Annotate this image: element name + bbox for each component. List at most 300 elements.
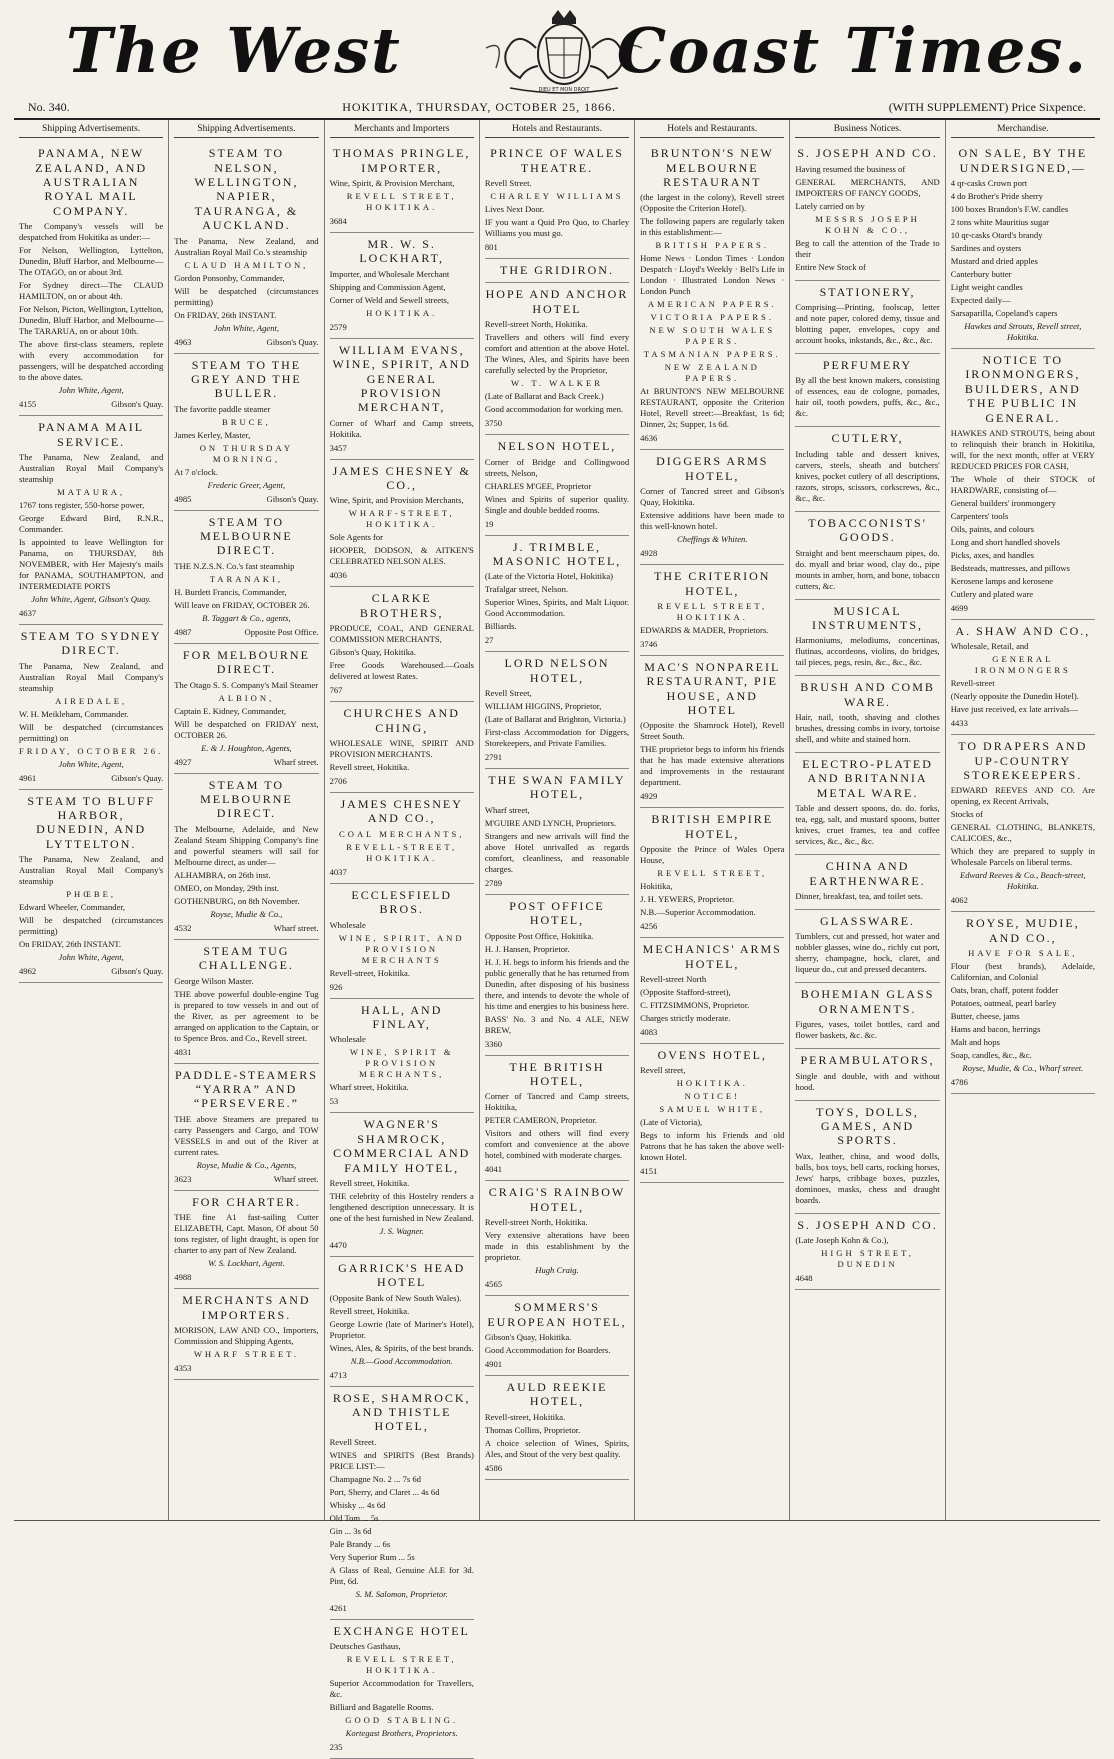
ad-line: ON THURSDAY MORNING,: [199, 442, 294, 464]
ad-line: Malt and hops: [950, 1037, 1000, 1048]
ad-number: 4353: [174, 1362, 192, 1373]
ad-number: 4962: [19, 966, 37, 977]
ad-line: THE fine A1 fast-sailing Cutter ELIZABETH, Capt. Mason, Of about 50 tons register, of light draught, is open for charter to any part of New Zealand.: [174, 1212, 319, 1256]
ad-line: (Opposite the Shamrock Hotel), Revell Street South.: [640, 720, 785, 742]
ad-body: [485, 457, 629, 516]
ad-line: COAL MERCHANTS,: [339, 828, 465, 839]
ad-body: [640, 192, 784, 430]
advertisement: [485, 1296, 629, 1376]
advertisement: [330, 1113, 474, 1257]
ad-line: WHARF STREET.: [193, 1348, 300, 1359]
ad-line: CHARLEY WILLIAMS: [490, 190, 624, 201]
ad-signature: Royse, Mudie & Co.,: [210, 908, 283, 919]
advertisement: [174, 511, 318, 644]
ad-line: AIREDALE,: [55, 695, 128, 706]
ad-line: 1767 tons register, 550-horse power,: [19, 499, 145, 510]
ad-line: (Nearly opposite the Dunedin Hotel).: [950, 691, 1079, 702]
ad-heading: STATIONERY,: [819, 284, 916, 299]
ad-reference: [640, 433, 784, 444]
ad-reference: [330, 1240, 474, 1251]
ad-line: Lives Next Door.: [484, 203, 545, 214]
ad-line: For Nelson, Wellington, Lyttelton, Dunedin, Bluff Harbor, and Melbourne—The OTAGO, on or about 3rd.: [19, 245, 164, 278]
ad-signature: S. M. Salomon, Proprietor.: [355, 1588, 448, 1599]
ad-line: Charges strictly moderate.: [640, 1013, 731, 1024]
ad-reference: [19, 608, 163, 619]
ad-line: At BRUNTON'S NEW MELBOURNE RESTAURANT, opposite the Criterion Hotel, Revell street:—Breakfast, 1s 6d; Dinner, 2s; Supper, 1s 6d.: [640, 386, 785, 430]
ad-body: [795, 712, 939, 745]
ad-number: 4961: [19, 772, 37, 783]
advertisement: [330, 1257, 474, 1387]
ad-line: Home News · London Times · London Despatch · Lloyd's Weekly · Bell's Life in London · Illustrated London News · London Punch: [640, 253, 785, 297]
ad-line: EDWARDS & MADER, Proprietors.: [640, 624, 769, 635]
ad-line: WHARF-STREET, HOKITIKA.: [348, 508, 455, 530]
ad-body: [174, 1114, 318, 1158]
ad-line: Which they are prepared to supply in Wholesale Parcels on liberal terms.: [950, 846, 1095, 868]
column-3: [325, 120, 480, 1753]
ad-line: Lately carried on by: [795, 200, 865, 211]
ad-heading: BRUNTON'S NEW MELBOURNE RESTAURANT: [650, 146, 774, 189]
ad-line: The favorite paddle steamer: [174, 403, 271, 414]
ad-place: Wharf street.: [273, 756, 319, 767]
ad-line: 100 boxes Brandon's F.W. candles: [950, 203, 1069, 214]
ad-heading: STEAM TO MELBOURNE DIRECT.: [200, 514, 293, 558]
column-1: [14, 120, 169, 1520]
ad-body: [485, 931, 629, 1036]
ad-heading: S. JOSEPH AND CO.: [797, 146, 938, 161]
ad-line: Cutlery and plated ware: [950, 588, 1034, 599]
ad-number: 4637: [19, 607, 37, 618]
ad-reference: [19, 399, 163, 410]
ad-reference: [951, 1077, 1095, 1088]
ad-heading: JAMES CHESNEY & CO.,: [332, 463, 471, 493]
masthead-title-left: The West: [66, 14, 402, 87]
ad-line: Have just received, ex late arrivals—: [950, 704, 1079, 715]
ad-place: Gibson's Quay.: [266, 493, 319, 504]
ad-line: Opposite the Prince of Wales Opera House,: [640, 844, 785, 866]
ad-line: AMERICAN PAPERS.: [647, 299, 777, 310]
ad-line: Single and double, with and without hood.: [795, 1070, 940, 1092]
ad-reference: [330, 1742, 474, 1753]
ad-signature: Frederic Greer, Agent,: [207, 479, 286, 490]
ad-line: Corner of Weld and Sewell streets,: [329, 294, 449, 305]
ad-reference: [330, 867, 474, 878]
ad-body: [795, 1235, 939, 1270]
ad-heading: JAMES CHESNEY AND CO.,: [340, 797, 463, 826]
ad-line: Captain E. Kidney, Commander,: [174, 705, 287, 716]
ad-line: Hair, nail, tooth, shaving and clothes brushes, dressing combs in ivory, tortoise shell, and white and stained horn.: [795, 712, 940, 745]
ad-line: C. FITZSIMMONS, Proprietor.: [640, 1000, 750, 1011]
ad-line: Revell-street, Hokitika.: [329, 967, 410, 978]
ad-body: [330, 920, 474, 979]
ad-line: REVELL STREET, HOKITIKA.: [657, 600, 768, 622]
ad-line: Good Accommodation for Boarders.: [484, 1344, 611, 1355]
ad-line: Shipping and Commission Agent,: [329, 281, 446, 292]
ad-heading: CUTLERY,: [831, 431, 904, 446]
ad-signature: John White, Agent,: [58, 385, 124, 396]
advertisement: [951, 912, 1095, 1094]
ad-reference: [330, 216, 474, 227]
ad-line: Travellers and others will find every comfort and attention at the above Hotel. The Wines, Ales, and Spirits have been carefully selected by the Proprietor,: [484, 332, 630, 376]
ad-number: 27: [484, 635, 494, 646]
ad-line: Will be despatched on FRIDAY next, OCTOBER 26.: [174, 718, 319, 740]
ad-line: Will leave on FRIDAY, OCTOBER 26.: [174, 599, 310, 610]
ad-line: THE proprietor begs to inform his friends that he has made extensive alterations and improvements in the restaurant department.: [640, 744, 785, 788]
ad-line: HAWKES AND STROUTS, being about to relinquish their branch in Hokitika, will, for the next month, offer at VERY REDUCED PRICES FOR CASH,: [950, 427, 1095, 471]
ad-body: [951, 948, 1095, 1061]
ad-heading: OVENS HOTEL,: [657, 1048, 767, 1063]
ad-line: GENERAL IRONMONGERS: [974, 654, 1071, 676]
ad-line: The Panama, New Zealand, and Australian Royal Mail Company's steamship: [19, 660, 164, 693]
advertisement: [795, 1214, 939, 1290]
ad-line: (the largest in the colony), Revell street (Opposite the Criterion Hotel).: [640, 192, 785, 214]
ad-body: [640, 844, 784, 918]
advertisement: [485, 1056, 629, 1182]
ad-line: Sardines and oysters: [950, 242, 1022, 253]
ad-heading: THE CRITERION HOTEL,: [654, 569, 771, 598]
issue-price: (WITH SUPPLEMENT) Price Sixpence.: [888, 100, 1086, 114]
ad-line: The Whole of their STOCK of HARDWARE, consisting of—: [950, 473, 1095, 495]
advertisement: [485, 283, 629, 435]
ad-number: 2706: [329, 776, 347, 787]
ad-line: NOTICE!: [684, 1091, 740, 1102]
ad-line: Corner of Tancred and Camp streets, Hokitika,: [484, 1091, 630, 1113]
issue-number: No. 340.: [28, 100, 70, 114]
ad-body: [19, 452, 163, 592]
ad-body: [795, 635, 939, 668]
ad-line: Corner of Bridge and Collingwood streets, Nelson,: [484, 456, 630, 478]
advertisement: [19, 142, 163, 416]
ad-line: Light weight candles: [950, 281, 1023, 292]
ad-line: Wharf street, Hokitika.: [329, 1082, 409, 1093]
ad-line: Kerosene lamps and kerosene: [950, 575, 1054, 586]
ad-line: The Company's vessels will be despatched from Hokitika as under:—: [19, 221, 164, 243]
ad-heading: THE SWAN FAMILY HOTEL,: [488, 773, 626, 802]
ad-heading: TOYS, DOLLS, GAMES, AND SPORTS.: [816, 1104, 919, 1148]
ad-reference: [640, 791, 784, 802]
ad-line: Billiard and Bagatelle Rooms.: [329, 1702, 434, 1713]
ad-line: W. H. Meikleham, Commander.: [19, 708, 129, 719]
ad-reference: [795, 1273, 939, 1284]
ad-line: CLAUD HAMILTON,: [184, 259, 309, 270]
ad-number: 4083: [640, 1027, 658, 1038]
ad-signature: B. Taggart & Co., agents,: [202, 612, 291, 623]
ad-line: Revell Street.: [484, 177, 532, 188]
ad-number: 4713: [329, 1369, 347, 1380]
ad-signature: John White, Agent,: [58, 952, 124, 963]
ad-line: Deutsches Gasthaus,: [329, 1641, 401, 1652]
ad-line: Wholesale: [329, 1034, 366, 1045]
ad-number: 926: [329, 981, 343, 992]
advertisement: [795, 983, 939, 1049]
ad-line: Picks, axes, and handles: [950, 549, 1034, 560]
ad-line: On FRIDAY, 26th INSTANT.: [19, 939, 122, 950]
ad-line: (Late of Ballarat and Brighton, Victoria.): [484, 714, 626, 725]
ad-reference: [640, 1166, 784, 1177]
ad-signature: John White, Agent,: [58, 758, 124, 769]
ad-line: Comprising—Printing, foolscap, letter and note paper, colored demy, tissue and blotting paper, envelopes, copy and account books, inkstands, &c., &c., &c.: [795, 301, 940, 345]
ad-signature: John White, Agent,: [213, 322, 280, 333]
ad-reference: [485, 519, 629, 530]
ad-line: Expected daily—: [950, 294, 1011, 305]
ad-body: [795, 1151, 939, 1206]
ad-heading: S. JOSEPH AND CO.: [797, 1217, 938, 1232]
crest-motto: DIEU ET MON DROIT: [538, 87, 590, 93]
ad-line: SAMUEL WHITE,: [659, 1104, 766, 1115]
ad-line: TARANAKI,: [209, 573, 284, 584]
ad-number: 4256: [640, 921, 658, 932]
advertisement: [795, 281, 939, 354]
ad-line: Revell-street North: [640, 974, 707, 985]
ad-line: BASS' No. 3 and No. 4 ALE, NEW BREW,: [484, 1013, 630, 1035]
ad-body: [330, 623, 474, 682]
ad-body: [640, 974, 784, 1024]
ad-body: [330, 1034, 474, 1093]
advertisement: [174, 644, 318, 774]
ad-reference: [485, 418, 629, 429]
ad-line: Champagne No. 2 ... 7s 6d: [329, 1473, 421, 1484]
column-7: [946, 120, 1100, 1520]
ad-heading: J. TRIMBLE, MASONIC HOTEL,: [492, 539, 622, 568]
ad-signature: Royse, Mudie, & Co., Wharf street.: [962, 1063, 1084, 1074]
ad-place: Opposite Post Office.: [244, 626, 319, 637]
ad-line: Gordon Ponsonby, Commander,: [174, 272, 285, 283]
ad-heading: BRUSH AND COMB WARE.: [800, 680, 935, 709]
ad-body: [174, 404, 318, 478]
ad-heading: STEAM TO SYDNEY DIRECT.: [20, 628, 162, 658]
ad-line: Revell Street.: [329, 1436, 377, 1447]
advertisement: [951, 620, 1095, 735]
ad-line: Gin ... 3s 6d: [329, 1525, 372, 1536]
ad-number: 4928: [640, 548, 658, 559]
ad-body: [485, 1091, 629, 1161]
ad-line: THE N.Z.S.N. Co.'s fast steamship: [174, 560, 295, 571]
advertisement: [174, 774, 318, 940]
advertisement: [640, 450, 784, 565]
ad-reference: [640, 639, 784, 650]
ad-reference: [640, 921, 784, 932]
column-5: [635, 120, 790, 1520]
ad-heading: TOBACCONISTS' GOODS.: [808, 515, 927, 545]
ad-line: W. T. WALKER: [510, 378, 603, 389]
ad-heading: A. SHAW AND CO.,: [955, 623, 1091, 638]
ad-reference: [485, 878, 629, 889]
ad-line: A choice selection of Wines, Spirits, Ales, and Stout of the very best quality.: [484, 1437, 630, 1459]
ad-body: [640, 486, 784, 532]
ad-line: Edward Wheeler, Commander,: [19, 902, 126, 913]
ad-signature: J. S. Wagner.: [379, 1225, 424, 1236]
advertisement: [485, 435, 629, 535]
advertisement: [330, 1387, 474, 1620]
ad-line: NEW SOUTH WALES PAPERS.: [649, 325, 776, 347]
advertisement: [795, 753, 939, 855]
ad-heading: FOR MELBOURNE DIRECT.: [182, 647, 310, 677]
ad-number: 4901: [484, 1358, 503, 1369]
ad-reference: [19, 773, 163, 784]
ad-body: [330, 829, 474, 864]
ad-body: [951, 641, 1095, 715]
ad-reference: [640, 1027, 784, 1038]
advertisement: [951, 735, 1095, 912]
ad-line: BRITISH PAPERS.: [655, 240, 769, 251]
ad-number: 4831: [174, 1046, 192, 1057]
ad-heading: AULD REEKIE HOTEL,: [506, 1379, 608, 1409]
ad-signature: N.B.—Good Accommodation.: [350, 1355, 453, 1366]
advertisement: [795, 676, 939, 753]
ad-line: EDWARD REEVES AND CO. Are opening, ex Recent Arrivals,: [950, 785, 1095, 807]
ad-heading: PADDLE-STEAMERS “YARRA” AND “PERSEVERЕ.”: [174, 1067, 318, 1111]
ad-line: Port, Sherry, and Claret ... 4s 6d: [329, 1486, 440, 1497]
ad-line: Importer, and Wholesale Merchant: [329, 268, 450, 279]
ad-line: Revell-street: [950, 678, 995, 689]
ad-line: REVELL STREET, HOKITIKA.: [346, 1654, 457, 1676]
ad-heading: STEAM TO BLUFF HARBOR, DUNEDIN, AND LYTTELTON.: [27, 793, 155, 851]
ad-line: Oats, bran, chaff, potent fodder: [950, 985, 1059, 996]
ad-line: Sarsaparilla, Copeland's capers: [950, 307, 1058, 318]
ad-body: [330, 1178, 474, 1224]
ad-heading: PERFUMERY: [822, 357, 913, 372]
ad-body: [19, 221, 163, 383]
ad-line: 4 qr-casks Crown port: [950, 177, 1028, 188]
ad-number: 4151: [640, 1166, 658, 1177]
ad-heading: ON SALE, BY THE UNDERSIGNED,—: [958, 146, 1088, 175]
ad-line: Extensive additions have been made to this well-known hotel.: [640, 510, 785, 532]
ad-line: Beg to call the attention of the Trade to their: [795, 237, 940, 259]
ad-body: [795, 1019, 939, 1041]
advertisement: [330, 142, 474, 233]
ad-line: TASMANIAN PAPERS.: [643, 349, 781, 360]
ad-line: (Late of the Victoria Hotel, Hokitika): [484, 571, 614, 582]
ad-line: Harmoniums, melodiums, concertinas, flutinas, accordeons, violins, do bridges, tail pieces, pegs, resin, &c., &c., &c.: [795, 635, 940, 668]
ad-line: On FRIDAY, 26th INSTANT.: [174, 309, 277, 320]
ad-line: Revell Street,: [484, 688, 532, 699]
advertisement: [485, 536, 629, 653]
ad-reference: [19, 966, 163, 977]
advertisement: [795, 1101, 939, 1214]
ad-body: [174, 1325, 318, 1360]
ad-number: 4929: [640, 791, 658, 802]
ad-reference: [330, 570, 474, 581]
ad-number: 4155: [19, 399, 37, 410]
column-2: [169, 120, 324, 1520]
ad-line: (Late Joseph Kohn & Co.),: [795, 1235, 889, 1246]
ad-reference: [485, 1279, 629, 1290]
ad-number: 4927: [174, 756, 192, 767]
ad-number: 53: [329, 1096, 339, 1107]
ad-reference: [174, 1047, 318, 1058]
column-4: [480, 120, 635, 1520]
ad-number: 4988: [174, 1272, 192, 1283]
ad-line: Revell-street North, Hokitika.: [484, 319, 588, 330]
ad-number: 235: [329, 1742, 343, 1753]
ad-line: HAVE FOR SALE,: [968, 948, 1078, 959]
advertisement: [330, 702, 474, 793]
ad-line: OMEO, on Monday, 29th inst.: [174, 882, 279, 893]
ad-reference: [485, 1039, 629, 1050]
advertisement: [951, 349, 1095, 620]
advertisement: [485, 769, 629, 895]
ad-heading: CLARKE BROTHERS,: [359, 591, 444, 620]
ad-body: [640, 601, 784, 636]
ad-number: 4586: [484, 1462, 503, 1473]
ad-number: 4565: [484, 1279, 503, 1290]
ad-line: WHOLESALE WINE, SPIRIT AND PROVISION MERCHANTS.: [329, 738, 474, 760]
ad-heading: STEAM TO NELSON, WELLINGTON, NAPIER, TAURANGA, & AUCKLAND.: [194, 146, 299, 233]
ad-reference: [951, 718, 1095, 729]
ad-heading: ECCLESFIELD BROS.: [351, 887, 453, 917]
ad-line: REVELL STREET,: [657, 868, 768, 879]
ad-line: REVELL-STREET, HOKITIKA.: [346, 841, 458, 863]
ad-number: 3457: [329, 442, 347, 453]
ad-line: Revell-street, Hokitika.: [484, 1411, 566, 1422]
ad-heading: MERCHANTS AND IMPORTERS.: [182, 1293, 311, 1322]
ad-line: ALBION,: [218, 692, 275, 703]
advertisement: [485, 652, 629, 769]
ad-line: Free Goods Warehoused.—Goals delivered at lowest Rates.: [329, 660, 474, 682]
ad-signature: Royse, Mudie & Co., Agents,: [196, 1159, 297, 1170]
ad-place: Gibson's Quay.: [111, 966, 164, 977]
ad-line: H. J. H. begs to inform his friends and the public generally that he has returned from Dunedin, after disposing of his business there, and intends to devote the whole of his time and energies to his business here.: [484, 956, 630, 1011]
ad-line: Sole Agents for: [329, 532, 384, 543]
ad-line: GENERAL MERCHANTS, AND IMPORTERS OF FANCY GOODS,: [795, 176, 940, 198]
ad-number: 2791: [484, 752, 503, 763]
ad-line: Stocks of: [950, 809, 983, 820]
ad-line: Very extensive alterations have been made in this establishment by the proprietor.: [484, 1230, 630, 1263]
ad-line: Wharf street,: [484, 804, 530, 815]
ad-line: HOOPER, DODSON, & AITKEN'S CELEBRATED NELSON ALES.: [329, 545, 474, 567]
ad-place: Wharf street.: [273, 1173, 319, 1184]
ad-line: For Nelson, Picton, Wellington, Lyttelton, Dunedin, Bluff Harbor, and Melbourne—The TARARUA, on or about 10th.: [19, 304, 164, 337]
advertisement: [795, 855, 939, 910]
ad-place: Gibson's Quay.: [266, 336, 319, 347]
column-heading: Business Notices.: [795, 120, 939, 138]
column-heading: Shipping Advertisements.: [19, 120, 163, 138]
advertisement: [795, 1049, 939, 1100]
ad-number: 3623: [174, 1173, 192, 1184]
ad-reference: [174, 1272, 318, 1283]
ad-heading: WILLIAM EVANS, WINE, SPIRIT, AND GENERAL PROVISION MERCHANT,: [332, 342, 471, 415]
ad-heading: MAC'S NONPAREIL RESTAURANT, PIE HOUSE, AND HOTEL: [644, 659, 781, 718]
advertisement: [951, 142, 1095, 349]
ad-line: Tumblers, cut and pressed, hot water and nobbler glasses, wine do., richly cut port, sherry, champagne, hock, claret, and liqueur do., cut and pressed decanters.: [795, 931, 940, 975]
advertisement: [485, 895, 629, 1056]
ad-line: Begs to inform his Friends and old Patrons that he has taken the above well-known Hotel.: [640, 1130, 785, 1163]
ad-line: Is appointed to leave Wellington for Panama, on THURSDAY, 8th NOVEMBER, with Her Majesty's mails for PANAMA, SOUTHAMPTON, and INTERMEDIATE PORTS: [19, 536, 164, 591]
ad-heading: LORD NELSON HOTEL,: [504, 656, 610, 685]
ad-heading: HOPE AND ANCHOR HOTEL: [485, 287, 629, 316]
column-6: [790, 120, 945, 1520]
ad-line: Opposite Post Office, Hokitika.: [484, 930, 594, 941]
ad-line: Wine, Spirit, and Provision Merchants,: [329, 495, 464, 506]
ad-line: Superior Accommodation for Travellers, &c.: [329, 1678, 474, 1700]
ad-heading: GARRICK'S HEAD HOTEL: [338, 1260, 466, 1290]
ad-line: BRUCE,: [222, 416, 271, 427]
place-date: HOKITIKA, THURSDAY, OCTOBER 25, 1866.: [342, 100, 617, 114]
ad-reference: [951, 895, 1095, 906]
ad-reference: [174, 337, 318, 348]
ad-number: 4699: [950, 602, 968, 613]
ad-heading: ROSE, SHAMROCK, AND THISTLE HOTEL,: [332, 1390, 471, 1434]
ad-line: Old Tom ... 5s: [329, 1512, 379, 1523]
ad-line: N.B.—Superior Accommodation.: [640, 907, 756, 918]
advertisement: [19, 625, 163, 790]
ad-heading: PERAMBULATORS,: [800, 1053, 935, 1068]
advertisement: [330, 999, 474, 1114]
ad-body: [795, 164, 939, 273]
ad-number: 4786: [950, 1077, 968, 1088]
advertisement: [174, 354, 318, 511]
ad-heading: PANAMA, NEW ZEALAND, AND AUSTRALIAN ROYAL MAIL COMPANY.: [35, 146, 148, 218]
ad-line: IF you want a Quid Pro Quo, to Charley Williams you must go.: [484, 216, 630, 238]
